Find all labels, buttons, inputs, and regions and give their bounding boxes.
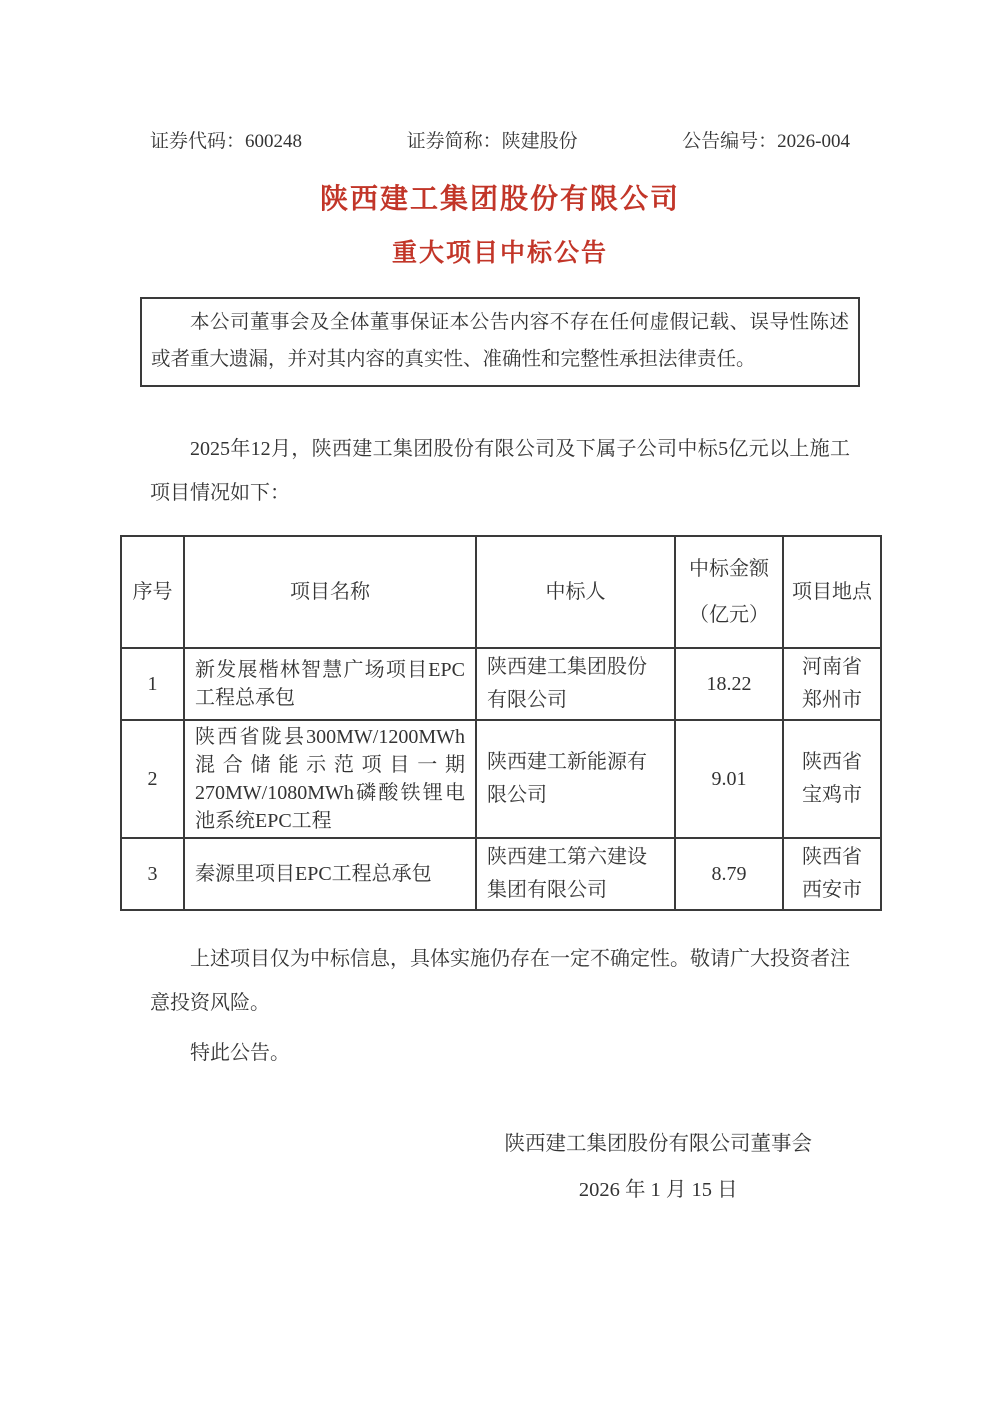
disclaimer-box bbox=[140, 297, 860, 387]
row2-winner: 陕西建工新能源有限公司 bbox=[476, 720, 675, 838]
header-no: 序号 bbox=[121, 536, 184, 648]
row3-location bbox=[783, 838, 881, 910]
header-location: 项目地点 bbox=[783, 536, 881, 648]
row3-location-line2: 西安市 bbox=[802, 879, 862, 901]
table-row bbox=[121, 838, 881, 910]
row1-location-line1: 河南省 bbox=[802, 656, 862, 678]
header-winner: 中标人 bbox=[476, 536, 675, 648]
row3-location-line1: 陕西省 bbox=[802, 846, 862, 868]
row2-location-line1: 陕西省 bbox=[802, 751, 862, 773]
closing-paragraph: 上述项目仅为中标信息，具体实施仍存在一定不确定性。敬请广大投资者注意投资风险。 bbox=[150, 948, 850, 1014]
header-amount bbox=[675, 536, 783, 648]
row1-location bbox=[783, 648, 881, 720]
intro-paragraph: 2025年12月，陕西建工集团股份有限公司及下属子公司中标5亿元以上施工项目情况如下： bbox=[150, 438, 850, 504]
row2-amount: 9.01 bbox=[675, 720, 783, 838]
table-row bbox=[121, 720, 881, 838]
row3-winner: 陕西建工第六建设集团有限公司 bbox=[476, 838, 675, 910]
row3-project: 秦源里项目EPC工程总承包 bbox=[184, 838, 476, 910]
row1-location-line2: 郑州市 bbox=[802, 689, 862, 711]
header-amount-line1: 中标金额 bbox=[689, 558, 769, 580]
signature-company: 陕西建工集团股份有限公司董事会 bbox=[504, 1133, 812, 1155]
stock-abbreviation: 证券简称：陕建股份 bbox=[406, 131, 578, 152]
announcement-subtitle: 重大项目中标公告 bbox=[391, 240, 608, 267]
bid-projects-table bbox=[120, 535, 882, 911]
row2-no: 2 bbox=[121, 720, 184, 838]
row1-amount: 18.22 bbox=[675, 648, 783, 720]
row2-location-line2: 宝鸡市 bbox=[802, 784, 862, 806]
row1-project: 新发展楷林智慧广场项目EPC工程总承包 bbox=[184, 648, 476, 720]
row3-no: 3 bbox=[121, 838, 184, 910]
stock-code: 证券代码：600248 bbox=[150, 131, 303, 152]
notice-line: 特此公告。 bbox=[190, 1042, 290, 1064]
signature-block bbox=[505, 1131, 813, 1203]
header-project-name: 项目名称 bbox=[184, 536, 476, 648]
signature-date: 2026 年 1 月 15 日 bbox=[578, 1179, 738, 1201]
company-title: 陕西建工集团股份有限公司 bbox=[319, 184, 680, 215]
row1-winner: 陕西建工集团股份有限公司 bbox=[476, 648, 675, 720]
announcement-number: 公告编号：2026-004 bbox=[682, 131, 850, 152]
row2-project: 陕西省陇县300MW/1200MWh混合储能示范项目一期270MW/1080MWh磷酸铁锂电池系统EPC工程 bbox=[184, 720, 476, 838]
disclaimer-text: 本公司董事会及全体董事保证本公告内容不存在任何虚假记载、误导性陈述或者重大遗漏，并对其内容的真实性、准确性和完整性承担法律责任。 bbox=[151, 312, 849, 370]
header-amount-line2: （亿元） bbox=[689, 604, 769, 626]
row1-no: 1 bbox=[121, 648, 184, 720]
table-row bbox=[121, 648, 881, 720]
table-header-row bbox=[121, 536, 881, 648]
row2-location bbox=[783, 720, 881, 838]
row3-amount: 8.79 bbox=[675, 838, 783, 910]
stock-info-bar bbox=[150, 0, 850, 153]
